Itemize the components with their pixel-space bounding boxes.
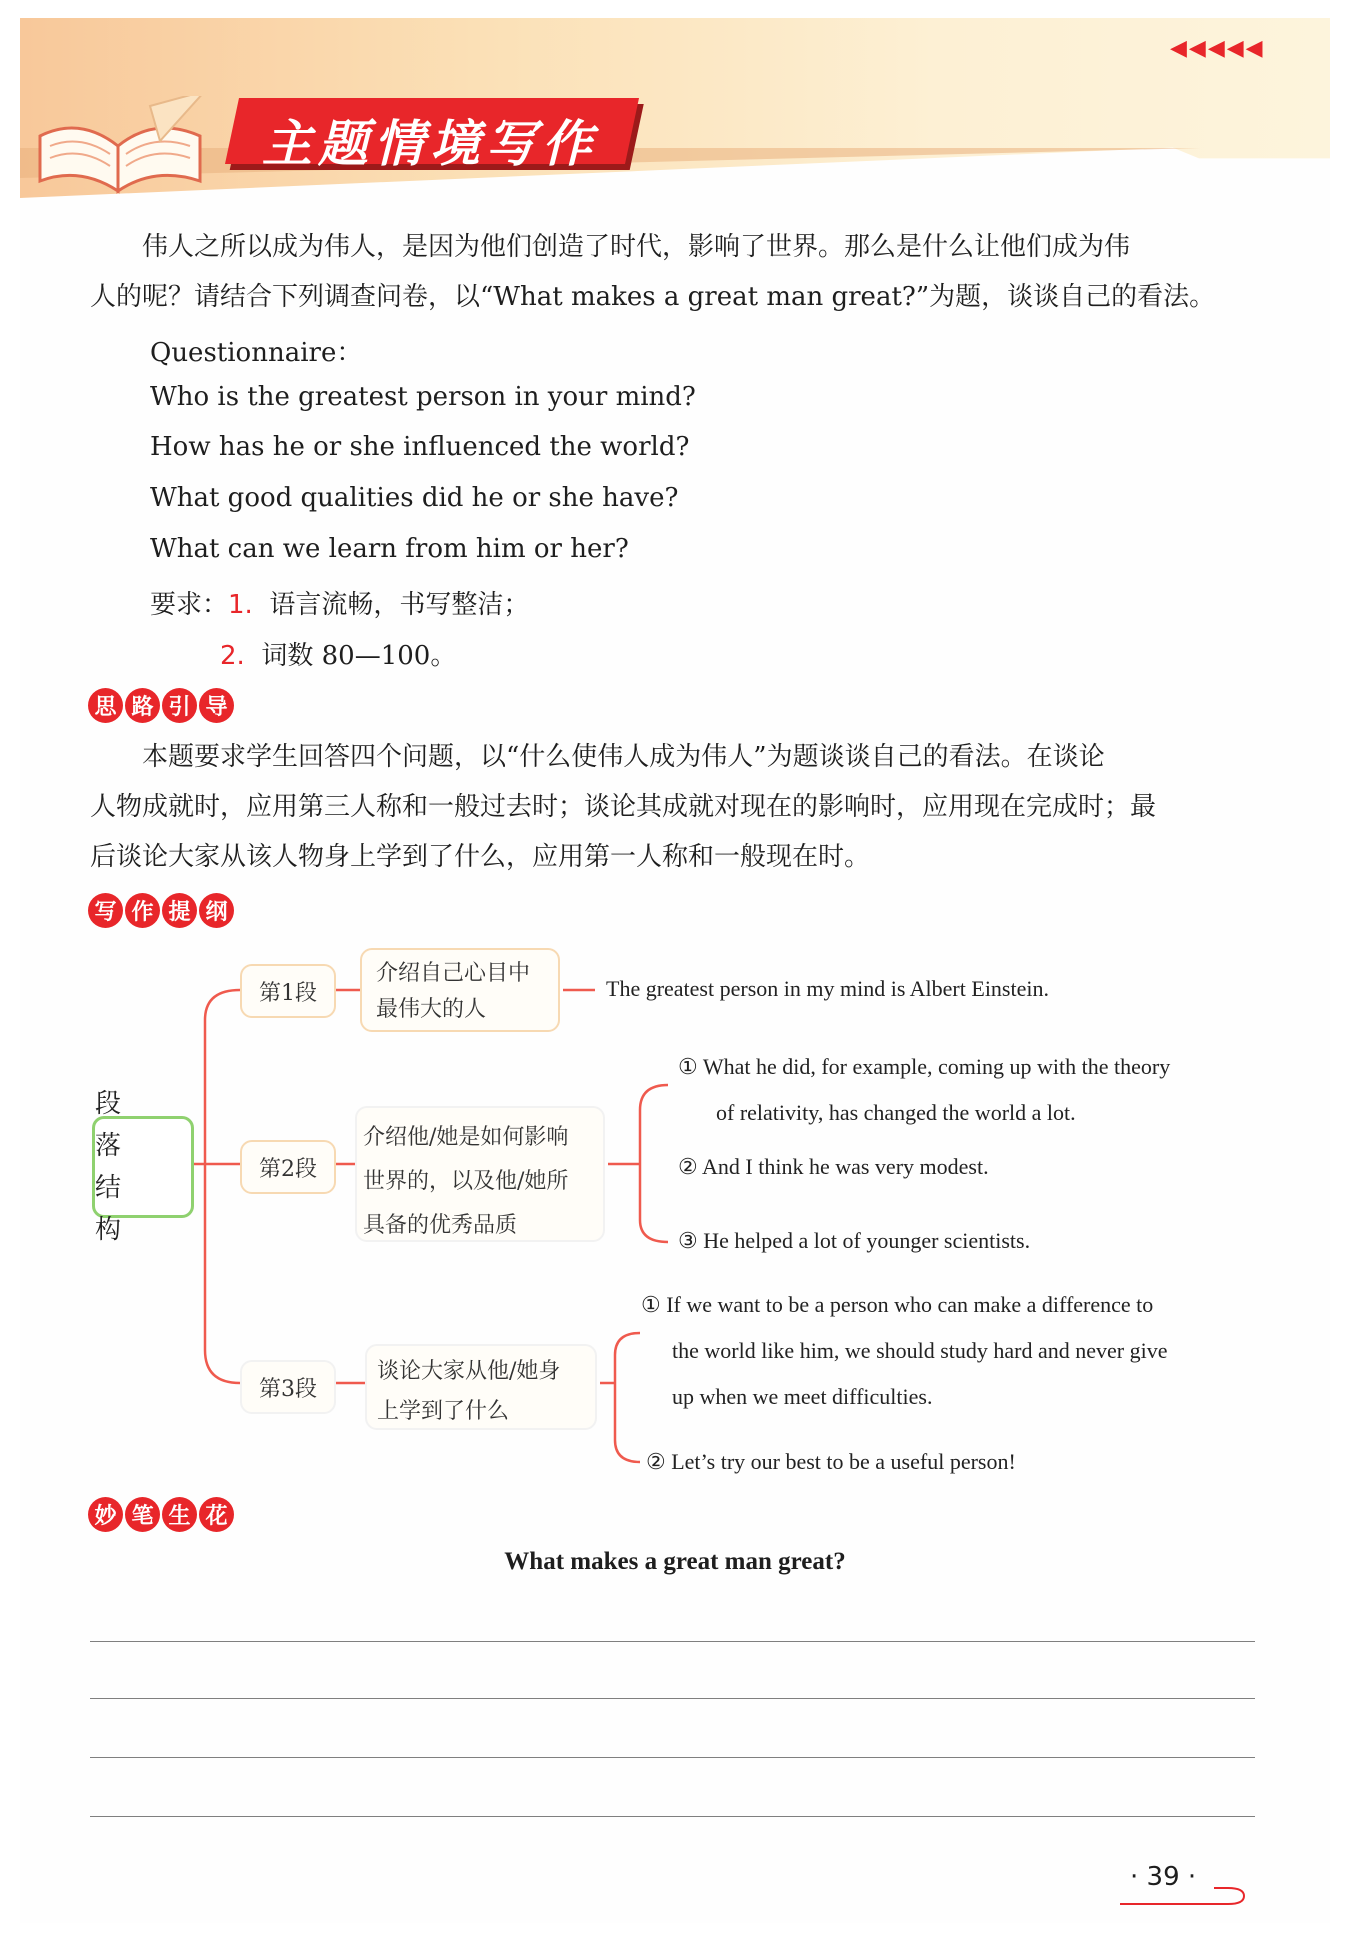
- outline-label-p3: 第3段: [240, 1360, 336, 1414]
- write-heading-char: 花: [199, 1497, 234, 1532]
- writing-line[interactable]: [90, 1698, 1255, 1699]
- section-heading-write: [88, 1497, 234, 1532]
- outline-heading-char: 写: [88, 893, 123, 928]
- writing-line[interactable]: [90, 1641, 1255, 1642]
- requirement-number-1: 1.: [228, 590, 253, 620]
- p3-item-1-line-3: up when we meet difficulties.: [672, 1384, 933, 1409]
- writing-line[interactable]: [90, 1757, 1255, 1758]
- guide-line-2: 人物成就时，应用第三人称和一般过去时；谈论其成就对现在的影响时，应用现在完成时；最: [90, 792, 1157, 822]
- p2-item-1-line-1: ① What he did, for example, coming up with the theory: [678, 1054, 1171, 1079]
- p1-desc-line-2: 最伟大的人: [376, 997, 487, 1022]
- question-4: What can we learn from him or her?: [150, 534, 629, 564]
- p3-desc-line-2: 上学到了什么: [377, 1399, 510, 1424]
- arrows-decoration-icon: ◀◀◀◀◀: [1170, 36, 1265, 61]
- essay-title: What makes a great man great?: [504, 1548, 846, 1575]
- questionnaire-label: Questionnaire：: [150, 338, 363, 368]
- page-title: 主题情境写作: [262, 115, 598, 173]
- outline-heading-char: 提: [162, 893, 197, 928]
- write-heading-char: 生: [162, 1497, 197, 1532]
- write-heading-char: 妙: [88, 1497, 123, 1532]
- p2-item-1-line-2: of relativity, has changed the world a lot.: [716, 1100, 1076, 1125]
- question-2: How has he or she influenced the world?: [150, 432, 690, 462]
- p2-desc-line-2: 世界的，以及他/她所: [363, 1169, 569, 1194]
- outline-desc-p1: [360, 948, 560, 1032]
- intro-line-1: 伟人之所以成为伟人，是因为他们创造了时代，影响了世界。那么是什么让他们成为伟: [142, 232, 1131, 262]
- writing-line[interactable]: [90, 1816, 1255, 1817]
- guide-heading-char: 引: [162, 688, 197, 723]
- outline-label-p2: 第2段: [240, 1140, 336, 1194]
- outline-label-p1: 第1段: [240, 964, 336, 1018]
- question-1: Who is the greatest person in your mind?: [150, 382, 696, 412]
- intro-line-2: 人的呢？请结合下列调查问卷，以“What makes a great man great?”为题，谈谈自己的看法。: [90, 282, 1216, 312]
- guide-heading-char: 思: [88, 688, 123, 723]
- page-number-swoosh-icon: [1118, 1882, 1258, 1912]
- guide-line-1: 本题要求学生回答四个问题，以“什么使伟人成为伟人”为题谈谈自己的看法。在谈论: [142, 742, 1105, 772]
- requirement-number-2: 2.: [220, 641, 245, 671]
- requirements-label: 要求：: [150, 590, 229, 620]
- p2-item-3: ③ He helped a lot of younger scientists.: [678, 1228, 1031, 1253]
- outline-heading-char: 作: [125, 893, 160, 928]
- outline-desc-p3: [365, 1344, 597, 1430]
- root-line-1: 段 落: [95, 1089, 134, 1161]
- p2-desc-line-1: 介绍他/她是如何影响: [363, 1125, 569, 1150]
- p3-item-1-line-2: the world like him, we should study hard and never give: [672, 1338, 1168, 1363]
- p2-item-2: ② And I think he was very modest.: [678, 1154, 989, 1179]
- write-heading-char: 笔: [125, 1497, 160, 1532]
- p3-item-1-line-1: ① If we want to be a person who can make a difference to: [641, 1292, 1154, 1317]
- guide-heading-char: 路: [125, 688, 160, 723]
- outline-heading-char: 纲: [199, 893, 234, 928]
- guide-line-3: 后谈论大家从该人物身上学到了什么，应用第一人称和一般现在时。: [90, 842, 871, 872]
- root-line-2: 结 构: [95, 1173, 134, 1245]
- outline-desc-p2: [355, 1106, 605, 1242]
- requirement-text-2: 词数 80—100。: [261, 641, 457, 671]
- p3-item-2: ② Let’s try our best to be a useful person!: [646, 1449, 1016, 1474]
- p1-content: The greatest person in my mind is Albert Einstein.: [606, 976, 1049, 1001]
- question-3: What good qualities did he or she have?: [150, 483, 679, 513]
- outline-root-node: [92, 1089, 194, 1245]
- p2-desc-line-3: 具备的优秀品质: [363, 1213, 518, 1238]
- page-number: · 39 ·: [1130, 1862, 1197, 1892]
- guide-heading-char: 导: [199, 688, 234, 723]
- p1-desc-line-1: 介绍自己心目中: [376, 961, 531, 986]
- p3-desc-line-1: 谈论大家从他/她身: [377, 1359, 561, 1384]
- requirement-text-1: 语言流畅，书写整洁；: [269, 590, 530, 620]
